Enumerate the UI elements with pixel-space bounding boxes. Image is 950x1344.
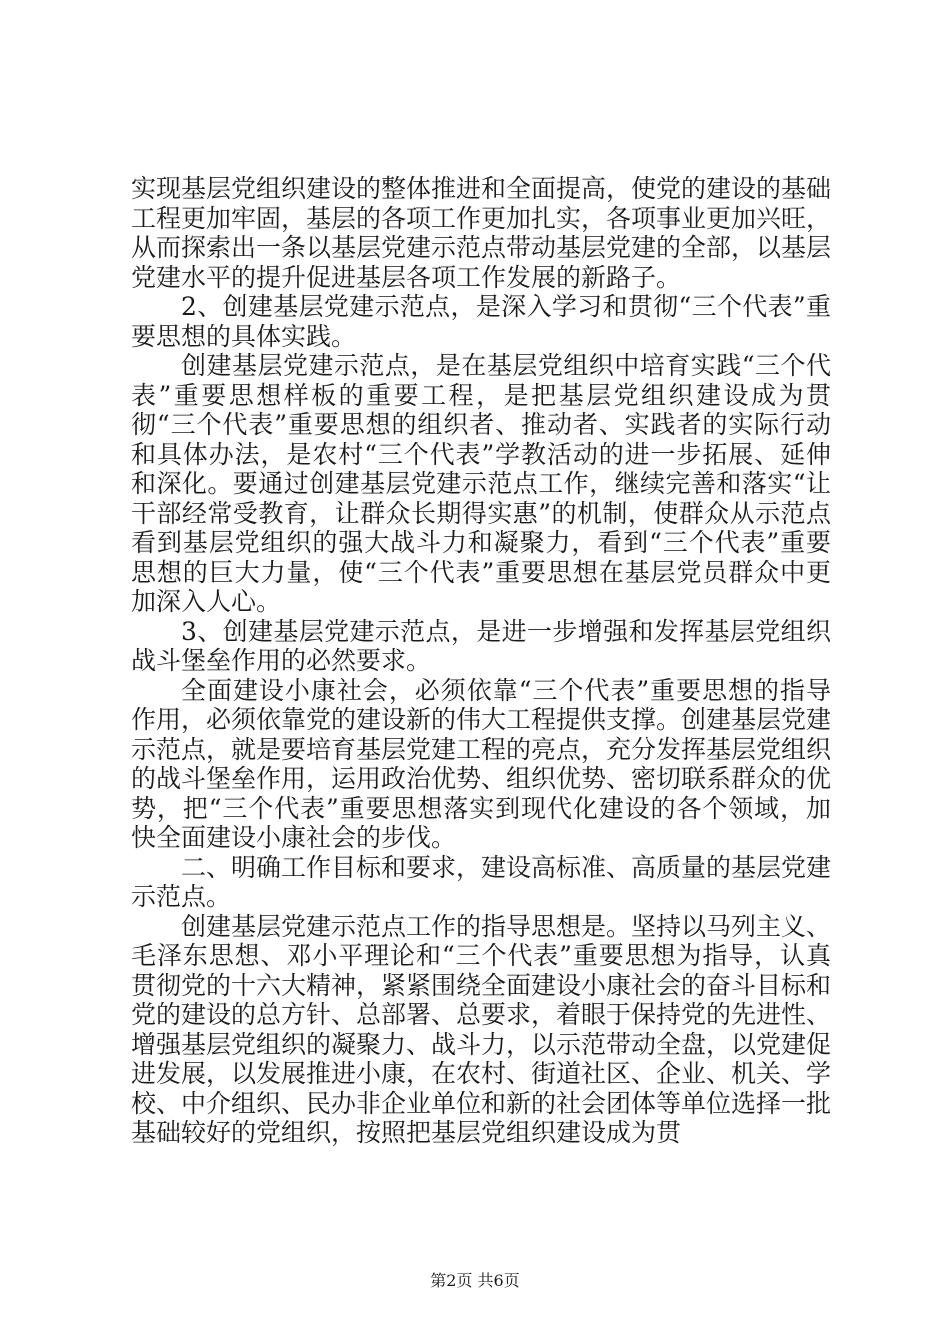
document-body — [131, 174, 831, 1148]
paragraph-2: 2、创建基层党建示范点，是深入学习和贯彻“三个代表”重要思想的具体实践。 — [131, 292, 831, 351]
paragraph-4: 3、创建基层党建示范点，是进一步增强和发挥基层党组织战斗堡垒作用的必然要求。 — [131, 616, 831, 675]
paragraph-1: 实现基层党组织建设的整体推进和全面提高，使党的建设的基础工程更加牢固，基层的各项工作更加扎实，各项事业更加兴旺，从而探索出一条以基层党建示范点带动基层党建的全部，以基层党建水平的提升促进基层各项工作发展的新路子。 — [131, 174, 832, 292]
paragraph-7: 创建基层党建示范点工作的指导思想是。坚持以马列主义、毛泽东思想、邓小平理论和“三个代表”重要思想为指导，认真贯彻党的十六大精神，紧紧围绕全面建设小康社会的奋斗目标和党的建设的总方针、总部署、总要求，着眼于保持党的先进性、增强基层党组织的凝聚力、战斗力，以示范带动全盘，以党建促进发展，以发展推进小康，在农村、街道社区、企业、机关、学校、中介组织、民办非企业单位和新的社会团体等单位选择一批基础较好的党组织，按照把基层党组织建设成为贯 — [131, 911, 832, 1147]
page-footer — [0, 1271, 950, 1291]
paragraph-6: 二、明确工作目标和要求，建设高标准、高质量的基层党建示范点。 — [131, 852, 832, 911]
page-number-label: 第2页 共6页 — [430, 1271, 520, 1290]
paragraph-3: 创建基层党建示范点，是在基层党组织中培育实践“三个代表”重要思想样板的重要工程，是把基层党组织建设成为贯彻“三个代表”重要思想的组织者、推动者、实践者的实际行动和具体办法，是农村“三个代表”学教活动的进一步拓展、延伸和深化。要通过创建基层党建示范点工作，继续完善和落实“让干部经常受教育，让群众长期得实惠”的机制，使群众从示范点看到基层党组织的强大战斗力和凝聚力，看到“三个代表”重要思想的巨大力量，使“三个代表”重要思想在基层党员群众中更加深入人心。 — [131, 351, 831, 616]
paragraph-5: 全面建设小康社会，必须依靠“三个代表”重要思想的指导作用，必须依靠党的建设新的伟大工程提供支撑。创建基层党建示范点，就是要培育基层党建工程的亮点，充分发挥基层党组织的战斗堡垒作用，运用政治优势、组织优势、密切联系群众的优势，把“三个代表”重要思想落实到现代化建设的各个领域，加快全面建设小康社会的步伐。 — [131, 675, 832, 852]
